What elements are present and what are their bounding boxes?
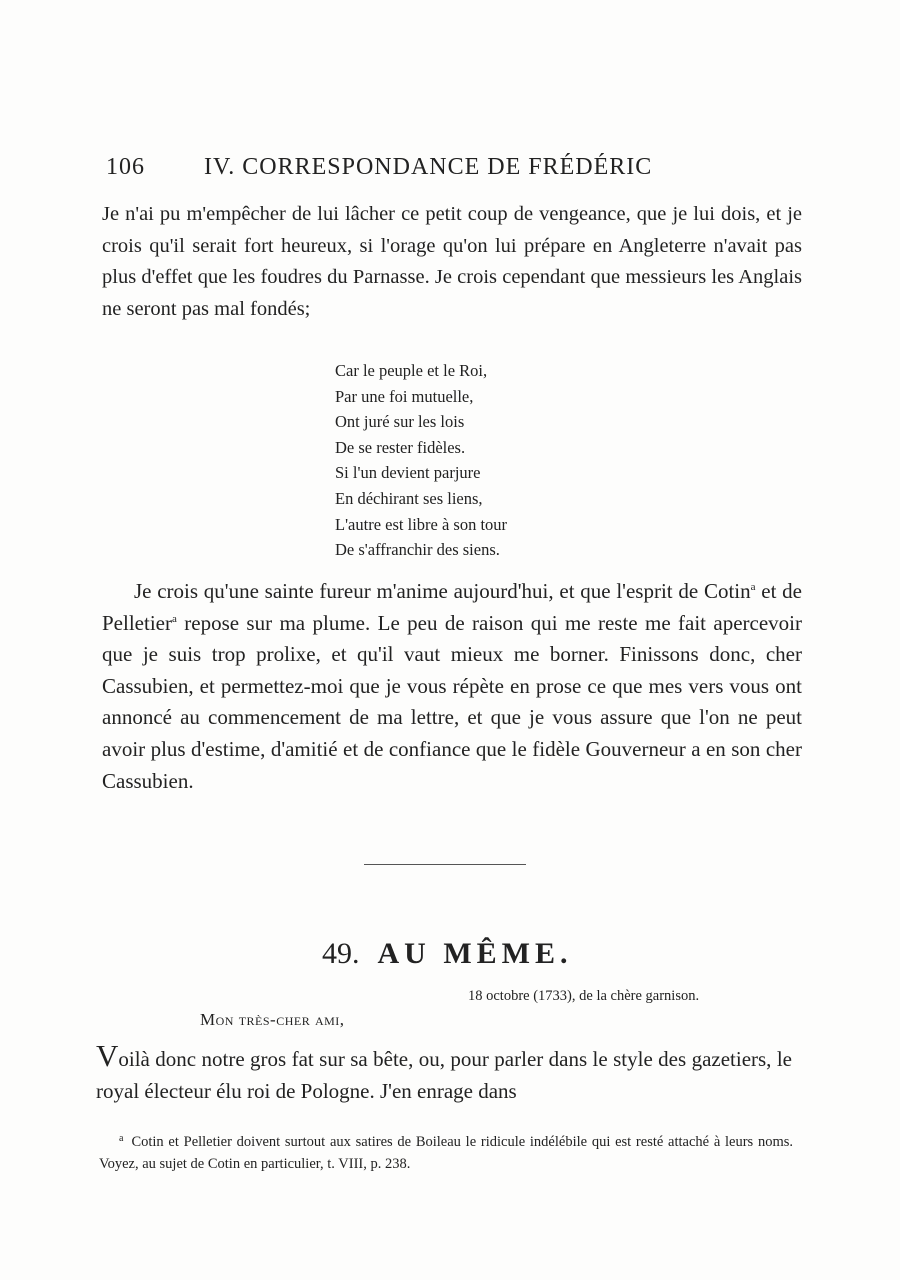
letter-body <box>96 1040 792 1107</box>
footnote-reference[interactable]: a <box>171 612 177 625</box>
section-divider <box>364 864 526 865</box>
running-head <box>106 154 806 181</box>
verse-line: Par une foi mutuelle, <box>335 386 474 406</box>
footnote-reference[interactable]: a <box>750 581 756 593</box>
paragraph-2-part-c: repose sur ma plume. Le peu de raison qui me reste me fait apercevoir que je suis trop prolixe, et qu'il vaut mieux me borner. Finissons donc, cher Cassubien, et permettez-moi que je vous répète en prose ce que mes vers vous ont annoncé au commencement de ma lettre, et que je vous assure que l'on ne peut avoir plus d'estime, d'amitié et de confiance que le fidèle Gouverneur a en son cher Cassubien. <box>102 610 802 793</box>
verse-block <box>335 358 507 563</box>
letter-number: 49. <box>322 937 360 970</box>
paragraph-1: Je n'ai pu m'empêcher de lui lâcher ce petit coup de vengeance, que je lui dois, et je crois qu'il serait fort heureux, si l'orage qu'on lui prépare en Angleterre n'avait pas plus d'effet que les foudres du Parnasse. Je crois cependant que messieurs les Anglais ne seront pas mal fondés; <box>102 203 802 320</box>
paragraph-2 <box>102 576 802 797</box>
footnote-mark: a <box>119 1133 124 1144</box>
paragraph-2-part-b: et de Pelletier <box>102 579 802 635</box>
verse-line: En déchirant ses liens, <box>335 488 483 508</box>
paragraph-2-part-a: Je crois qu'une sainte fureur m'anime aujourd'hui, et que l'esprit de Cotin <box>134 579 751 603</box>
letter-salutation: Mon très-cher ami, <box>200 1010 345 1029</box>
letter-title: AU MÊME. <box>377 937 573 970</box>
letter-dateline: 18 octobre (1733), de la chère garnison. <box>468 988 700 1004</box>
footnote-text: Cotin et Pelletier doivent surtout aux satires de Boileau le ridicule indélébile qui est resté attaché à leurs noms. Voyez, au sujet de Cotin en particulier, t. VIII, p. 238. <box>99 1134 793 1172</box>
verse-line: Car le peuple et le Roi, <box>335 361 488 380</box>
verse-line: Si l'un devient parjure <box>335 463 481 483</box>
verse-line: De s'affranchir des siens. <box>335 540 500 560</box>
verse-line: Ont juré sur les lois <box>335 412 465 432</box>
verse-line: L'autre est libre à son tour <box>335 514 508 534</box>
footnote <box>99 1128 793 1175</box>
running-title: IV. CORRESPONDANCE DE FRÉDÉRIC <box>204 154 653 180</box>
letter-body-text: oilà donc notre gros fat sur sa bête, ou, pour parler dans le style des gazetiers, le royal électeur élu roi de Pologne. J'en enrage dans <box>96 1047 792 1103</box>
letter-heading <box>322 937 572 971</box>
page-number: 106 <box>106 154 145 180</box>
verse-line: De se rester fidèles. <box>335 437 466 457</box>
drop-letter: V <box>96 1038 119 1073</box>
